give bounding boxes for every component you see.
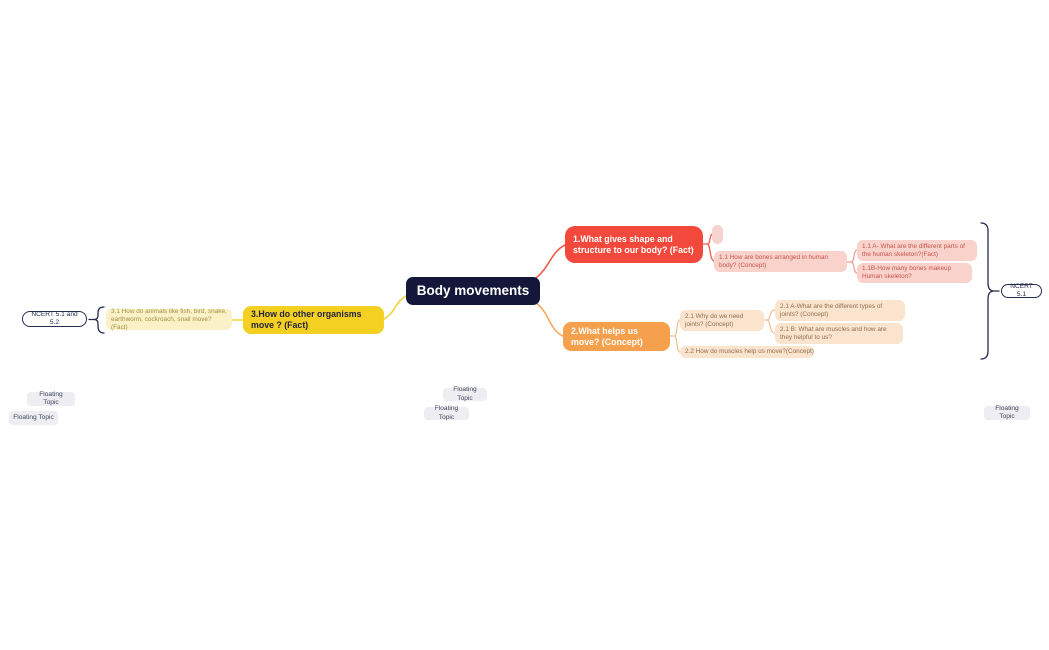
topic-2-1b-muscles-helpful[interactable]: 2.1 B: What are muscles and how are they helpful to us? — [775, 323, 903, 344]
summary-ncert-5-1[interactable]: NCERT 5.1 — [1001, 284, 1042, 298]
floating-topic-5[interactable]: Floating Topic — [984, 406, 1030, 420]
topic-1-shape-structure[interactable]: 1.What gives shape and structure to our body? (Fact) — [565, 226, 703, 263]
summary-ncert-5-1-and-5-2[interactable]: NCERT 5.1 and 5.2 — [22, 311, 87, 327]
floating-topic-3[interactable]: Floating Topic — [443, 388, 487, 401]
topic-3-1-animals-move[interactable]: 3.1 How do animals like fish, bird, snake, earthworm, cockroach, snail move?(Fact) — [106, 309, 232, 330]
floating-topic-1[interactable]: Floating Topic — [27, 392, 75, 406]
topic-3-other-organisms-move[interactable]: 3.How do other organisms move ? (Fact) — [243, 306, 384, 334]
floating-topic-4[interactable]: Floating Topic — [424, 407, 469, 420]
topic-1-1b-bones-count[interactable]: 1.1B-How many bones makeup Human skeleton? — [857, 263, 972, 283]
topic-1-1a-skeleton-parts[interactable]: 1.1 A- What are the different parts of the human skeleton?(Fact) — [857, 240, 977, 261]
summary-brace-left — [89, 307, 104, 333]
topic-2-what-helps-us-move[interactable]: 2.What helps us move? (Concept) — [563, 322, 670, 351]
summary-brace-right — [981, 223, 999, 359]
topic-1-1-bones-arranged[interactable]: 1.1 How are bones arranged in human body? (Concept) — [714, 251, 847, 272]
blank-subtopic-pill[interactable] — [712, 225, 723, 244]
topic-2-1a-types-of-joints[interactable]: 2.1 A-What are the different types of joints? (Concept) — [775, 300, 905, 321]
topic-2-2-muscles-move[interactable]: 2.2 How do muscles help us move?(Concept) — [680, 346, 814, 358]
central-topic[interactable]: Body movements — [406, 277, 540, 305]
topic-2-1-why-joints[interactable]: 2.1 Why do we need joints? (Concept) — [680, 310, 764, 331]
floating-topic-2[interactable]: Floating Topic — [9, 411, 58, 425]
